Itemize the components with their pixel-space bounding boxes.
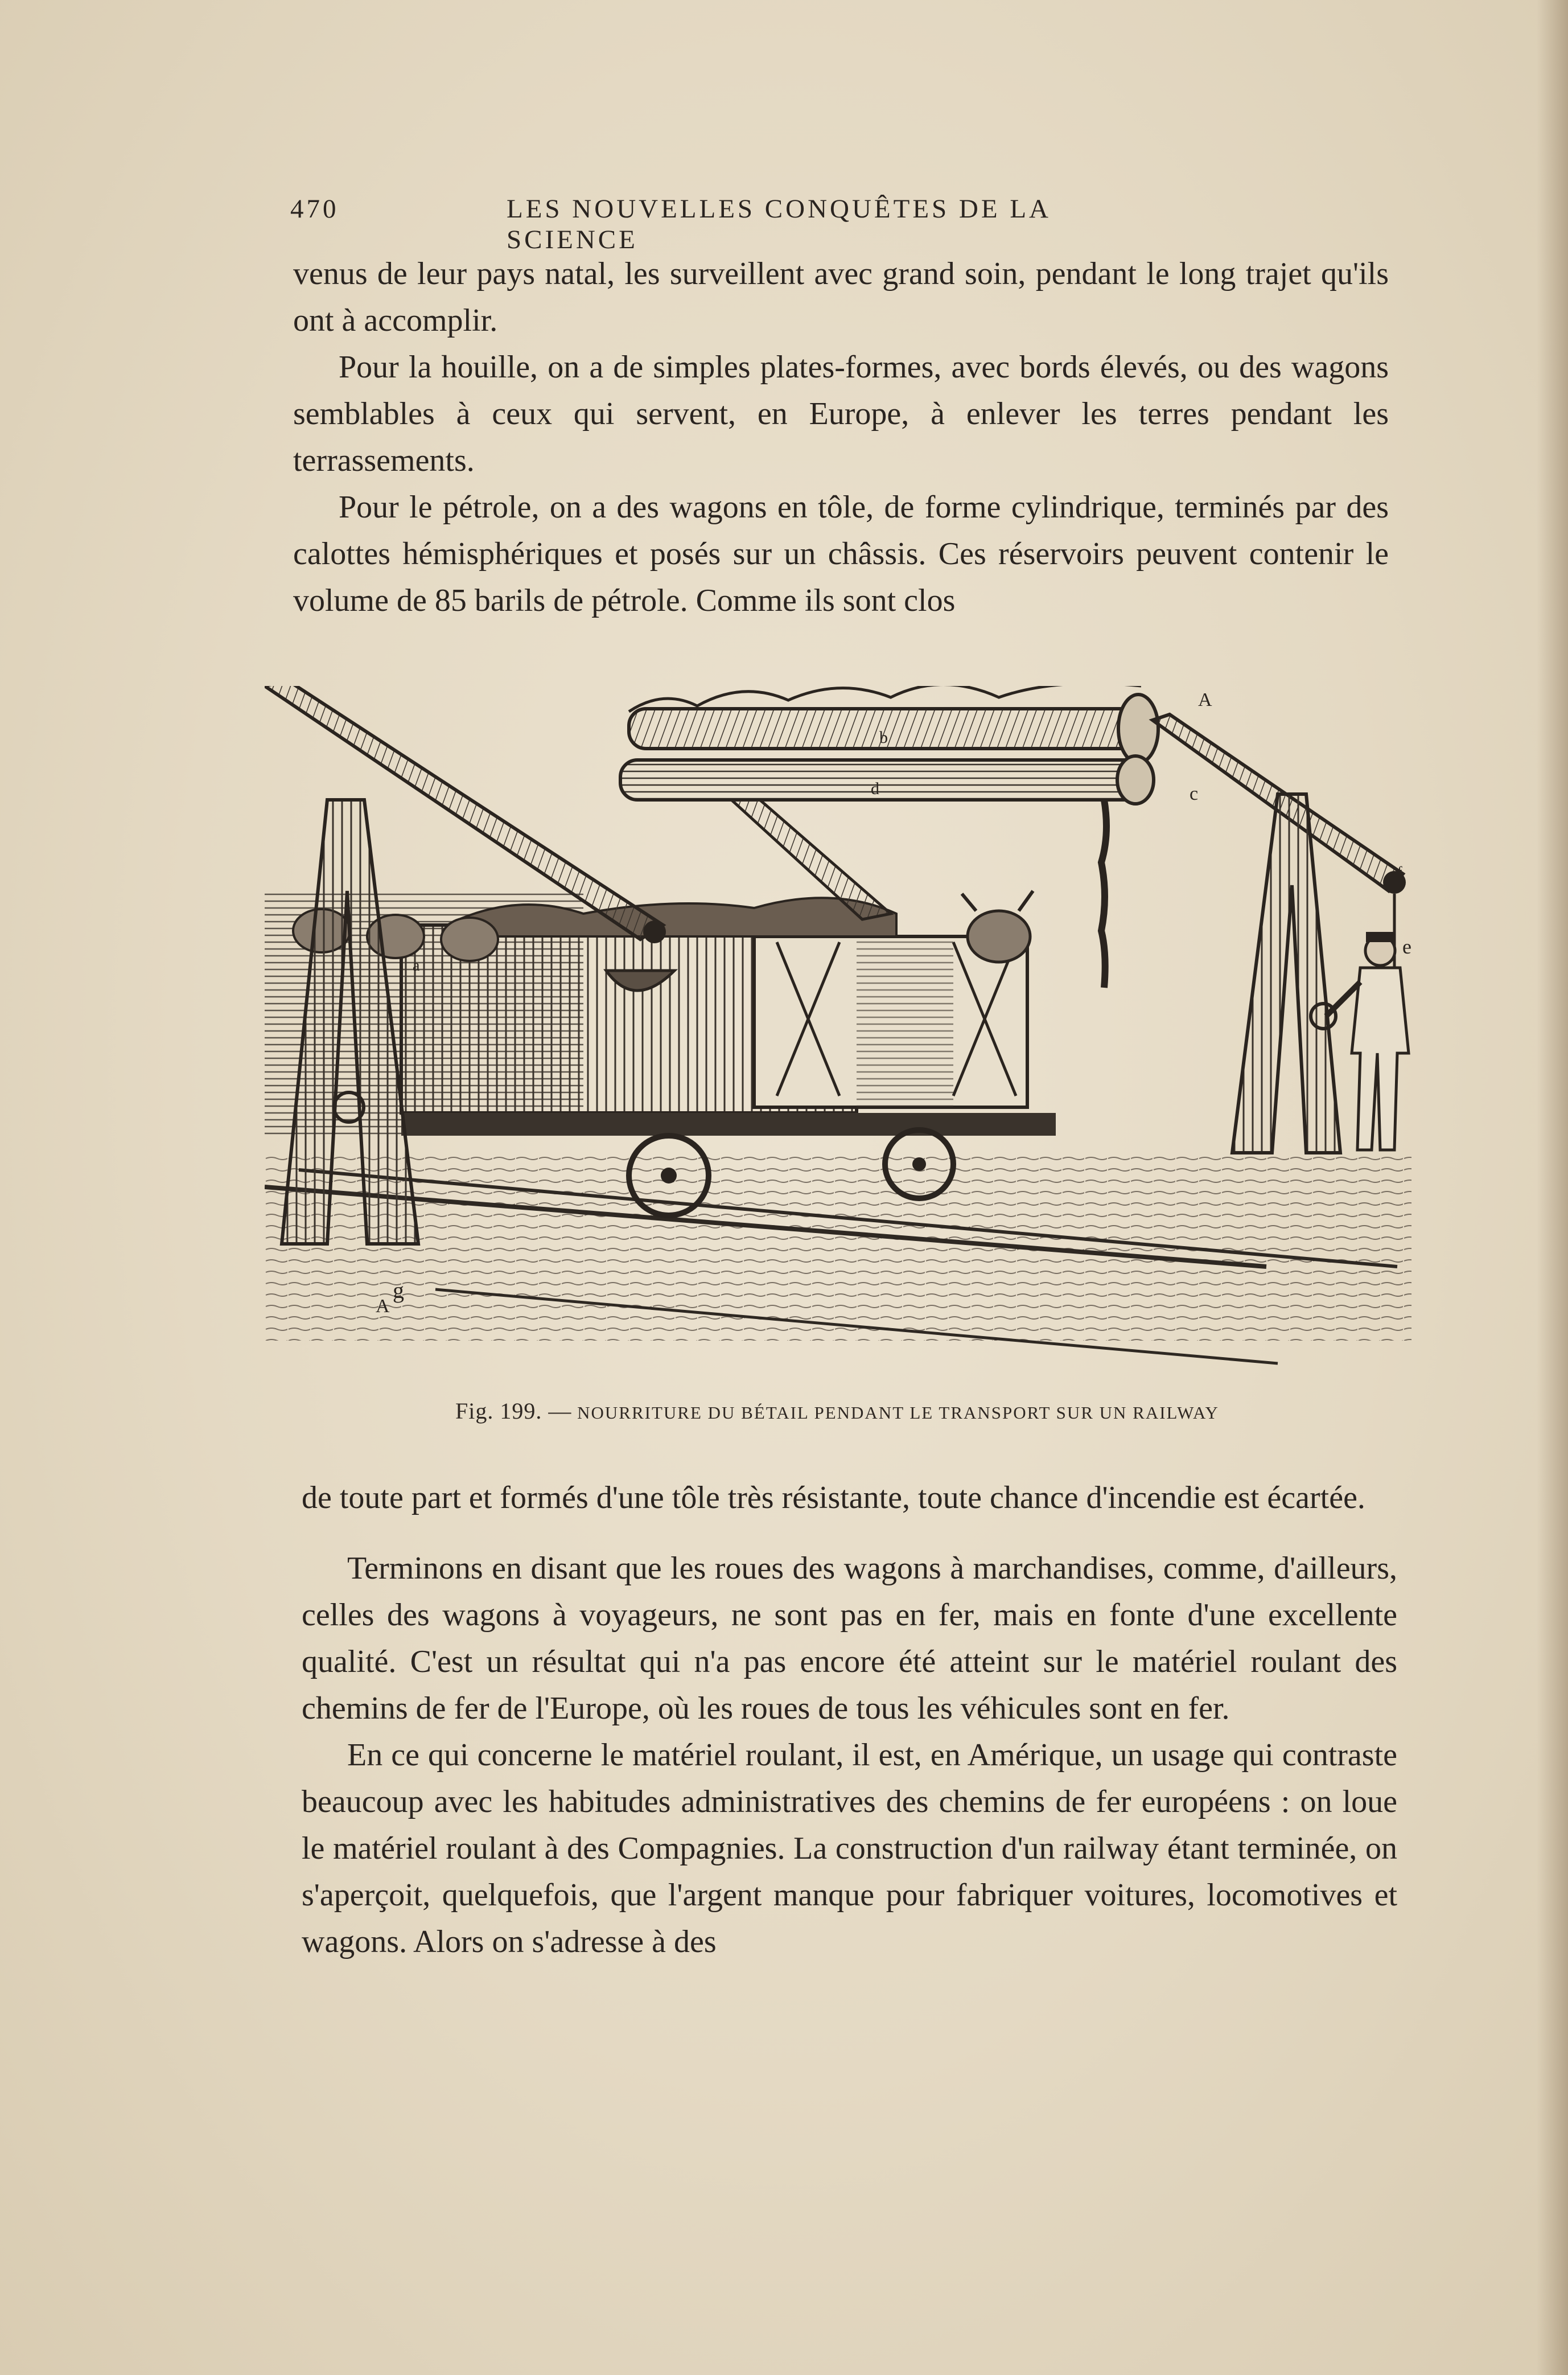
right-gantry-frame (1232, 794, 1340, 1153)
engraving-cattle-feeding (265, 686, 1411, 1389)
paragraph: Pour la houille, on a de simples plates-formes, avec bords élevés, ou des wagons semblables à ceux qui servent, en Europe, à enlever les terres pendant les terrassements. (293, 350, 1389, 478)
page-number: 470 (290, 194, 339, 224)
running-title: LES NOUVELLES CONQUÊTES DE LA SCIENCE (507, 194, 1050, 254)
paragraph: Terminons en disant que les roues des wagons à marchandises, comme, d'ailleurs, celles des wagons à voyageurs, ne sont pas en fer, mais en fonte d'une excellente qualité. C'est un résultat qui n'a pas encore été atteint sur le matériel roulant des chemins de fer de l'Europe, où les roues de tous les véhicules sont en fer. (302, 1551, 1397, 1726)
label-d: d (871, 779, 879, 798)
wagon-chassis (401, 1113, 1056, 1136)
label-A-bottom: A (376, 1296, 390, 1317)
hanging-chain (1101, 800, 1106, 988)
paragraph: venus de leur pays natal, les surveillent avec grand soin, pendant le long trajet qu'ils ont à accomplir. (293, 256, 1389, 338)
label-g: g (393, 1277, 404, 1303)
lower-beam (620, 760, 1144, 800)
text-block-after-figure (302, 1474, 1397, 1965)
label-e: e (1402, 935, 1411, 958)
figure-number: Fig. 199. — (455, 1398, 572, 1424)
figure-caption-text: NOURRITURE DU BÉTAIL PENDANT LE TRANSPORT SUR UN RAILWAY (577, 1403, 1219, 1423)
label-b: b (879, 728, 888, 747)
label-A-top: A (1198, 689, 1212, 710)
page-header (290, 194, 1178, 254)
label-f: f (1397, 864, 1402, 880)
paragraph: Pour le pétrole, on a des wagons en tôle, de forme cylindrique, terminés par des calottes hémisphériques et posés sur un châssis. Ces réservoirs peuvent contenir le volume de 85 barils de pétrole. Comme ils sont clos (293, 490, 1389, 618)
cow-head (441, 918, 498, 961)
paragraph: En ce qui concerne le matériel roulant, il est, en Amérique, un usage qui contraste beaucoup avec les habitudes administratives des chemins de fer européens : on loue le matériel roulant à des Compagnies. La construction d'un railway étant terminée, on s'aperçoit, quelquefois, que l'argent manque pour fabriquer voitures, locomotives et wagons. Alors on s'adresse à des (302, 1737, 1397, 1959)
text-block-before-figure (293, 250, 1389, 624)
figure-caption (455, 1398, 1252, 1424)
page-edge-shadow (1537, 0, 1568, 2375)
paragraph: de toute part et formés d'une tôle très résistante, toute chance d'incendie est écartée. (302, 1480, 1365, 1515)
cow-head (968, 911, 1030, 962)
label-a: a (413, 957, 420, 975)
label-c: c (1190, 783, 1199, 804)
